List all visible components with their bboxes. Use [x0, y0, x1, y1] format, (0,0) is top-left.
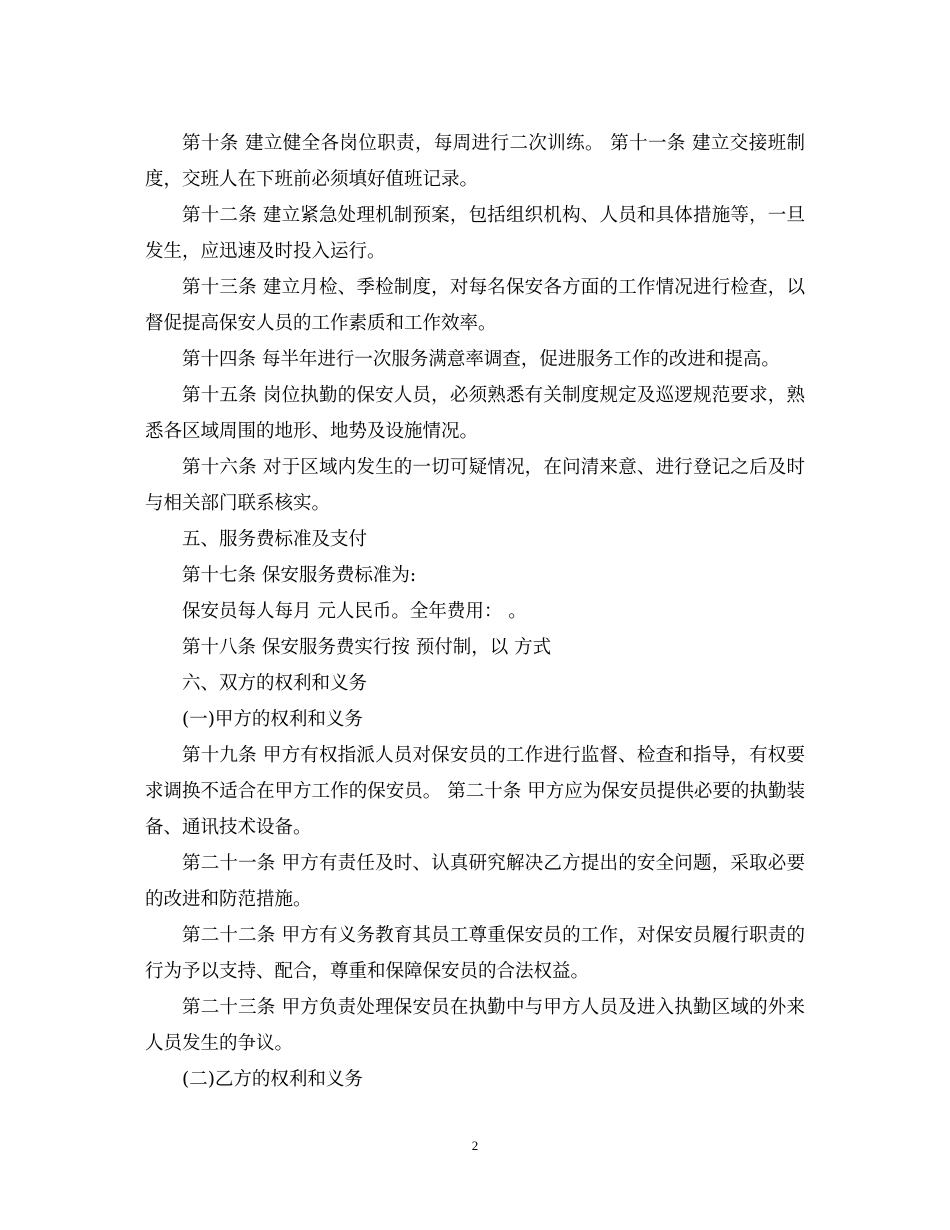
- paragraph-article-21: 第二十一条 甲方有责任及时、认真研究解决乙方提出的安全问题，采取必要的改进和防范措施。: [145, 853, 805, 910]
- page-number: 2: [471, 1138, 479, 1153]
- paragraph-article-13: 第十三条 建立月检、季检制度，对每名保安各方面的工作情况进行检查，以督促提高保安人员的工作素质和工作效率。: [145, 277, 805, 334]
- paragraph-article-10-11: 第十条 建立健全各岗位职责，每周进行二次训练。 第十一条 建立交接班制度，交班人在下班前必须填好值班记录。: [145, 133, 805, 190]
- paragraph-article-17: 第十七条 保安服务费标准为:: [182, 565, 417, 586]
- paragraph-article-15: 第十五条 岗位执勤的保安人员，必须熟悉有关制度规定及巡逻规范要求，熟悉各区域周围的地形、地势及设施情况。: [145, 385, 805, 442]
- paragraph-article-16: 第十六条 对于区域内发生的一切可疑情况，在问清来意、进行登记之后及时与相关部门联系核实。: [145, 457, 805, 514]
- document-body: [145, 126, 805, 1098]
- paragraph-article-18: 第十八条 保安服务费实行按 预付制，以 方式: [182, 637, 552, 658]
- paragraph-article-12: 第十二条 建立紧急处理机制预案，包括组织机构、人员和具体措施等，一旦发生，应迅速及时投入运行。: [145, 205, 805, 262]
- section-heading-rights: 六、双方的权利和义务: [182, 673, 368, 694]
- paragraph-article-22: 第二十二条 甲方有义务教育其员工尊重保安员的工作，对保安员履行职责的行为予以支持、配合，尊重和保障保安员的合法权益。: [145, 925, 805, 982]
- subsection-heading-party-b: (二)乙方的权利和义务: [182, 1069, 363, 1090]
- paragraph-article-14: 第十四条 每半年进行一次服务满意率调查，促进服务工作的改进和提高。: [182, 349, 780, 370]
- paragraph-article-19-20: 第十九条 甲方有权指派人员对保安员的工作进行监督、检查和指导，有权要求调换不适合在甲方工作的保安员。 第二十条 甲方应为保安员提供必要的执勤装备、通讯技术设备。: [145, 745, 805, 838]
- section-heading-fees: 五、服务费标准及支付: [182, 529, 368, 550]
- subsection-heading-party-a: (一)甲方的权利和义务: [182, 709, 363, 730]
- paragraph-fee-amount: 保安员每人每月 元人民币。全年费用： 。: [182, 601, 527, 622]
- paragraph-article-23: 第二十三条 甲方负责处理保安员在执勤中与甲方人员及进入执勤区域的外来人员发生的争议。: [145, 997, 805, 1054]
